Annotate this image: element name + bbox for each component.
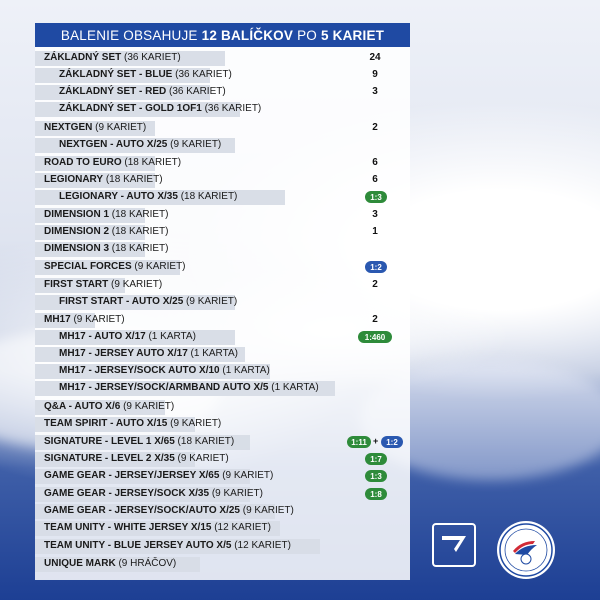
item-label xyxy=(59,296,237,307)
item-name: ZÁKLADNÝ SET xyxy=(44,52,122,63)
item-detail: (18 KARIET) xyxy=(109,243,169,254)
item-detail: (18 KARIET) xyxy=(109,209,169,220)
title-prefix: BALENIE OBSAHUJE xyxy=(60,27,198,43)
list-item xyxy=(35,241,410,258)
odds-badge: 1:3 xyxy=(365,470,387,482)
item-count: 6 xyxy=(372,174,378,185)
item-name: ZÁKLADNÝ SET - RED xyxy=(59,86,167,97)
item-label xyxy=(44,157,181,168)
item-detail: (9 KARIET) xyxy=(70,314,125,325)
list-item xyxy=(35,329,410,346)
item-label xyxy=(59,103,261,114)
item-label xyxy=(44,209,168,220)
item-detail: (18 KARIET) xyxy=(109,226,169,237)
item-label xyxy=(44,174,163,185)
item-detail: (36 KARIET) xyxy=(172,69,232,80)
list-item xyxy=(35,416,410,433)
title-mid: PO xyxy=(297,27,317,43)
list-item xyxy=(35,207,410,224)
item-name: DIMENSION 1 xyxy=(44,209,110,220)
item-detail: (9 KARIET) xyxy=(108,279,163,290)
item-name: NEXTGEN xyxy=(44,122,93,133)
item-detail: (36 KARIET) xyxy=(201,103,262,114)
item-count: 2 xyxy=(372,279,378,290)
item-name: ROAD TO EURO xyxy=(44,157,122,168)
item-detail: (9 KARIET) xyxy=(209,488,263,499)
list-item xyxy=(35,503,410,520)
list-item xyxy=(35,363,410,380)
list-item xyxy=(35,137,410,154)
item-count: 9 xyxy=(372,69,378,80)
item-label xyxy=(59,348,238,359)
list-item xyxy=(35,468,410,485)
list-item xyxy=(35,259,410,276)
odds-badge: 1:2 xyxy=(365,261,387,273)
item-label xyxy=(44,522,271,533)
item-name: GAME GEAR - JERSEY/JERSEY X/65 xyxy=(44,470,220,481)
item-detail: (9 HRÁČOV) xyxy=(115,558,177,569)
item-name: Q&A - AUTO X/6 xyxy=(44,401,121,412)
list-item xyxy=(35,538,410,555)
item-label xyxy=(44,314,125,325)
list-item xyxy=(35,224,410,241)
item-label xyxy=(44,261,186,272)
list-item xyxy=(35,520,410,537)
list-item xyxy=(35,294,410,311)
item-count: 3 xyxy=(372,209,378,220)
item-detail: (9 KARIET) xyxy=(174,453,229,464)
item-label xyxy=(59,139,221,150)
list-item xyxy=(35,312,410,329)
item-detail: (36 KARIET) xyxy=(121,52,181,63)
list-item xyxy=(35,172,410,189)
item-detail: (18 KARIET) xyxy=(177,191,238,202)
item-label xyxy=(44,226,168,237)
item-detail: (9 KARIET) xyxy=(92,122,147,133)
odds-badge: 1:2 xyxy=(381,436,403,448)
item-label xyxy=(44,540,291,551)
item-detail: (9 KARIET) xyxy=(120,401,175,412)
item-label xyxy=(44,401,174,412)
title-count: 12 BALÍČKOV xyxy=(201,27,294,43)
title-per: 5 KARIET xyxy=(321,27,385,43)
odds-badge: 1:7 xyxy=(365,453,387,465)
item-name: MH17 - JERSEY/SOCK/ARMBAND AUTO X/5 xyxy=(59,382,269,393)
item-label xyxy=(44,453,229,464)
list-item xyxy=(35,486,410,503)
item-label xyxy=(44,52,181,63)
list-item xyxy=(35,277,410,294)
list-item xyxy=(35,84,410,101)
item-label xyxy=(59,365,270,376)
item-count: 6 xyxy=(372,157,378,168)
federation-emblem xyxy=(497,521,555,579)
item-count: 1 xyxy=(372,226,378,237)
item-label xyxy=(44,243,168,254)
item-detail: (9 KARIET) xyxy=(131,261,186,272)
item-detail: (1 KARTA) xyxy=(187,348,238,359)
item-label xyxy=(44,488,263,499)
item-detail: (18 KARIET) xyxy=(174,436,235,447)
list-item xyxy=(35,399,410,416)
plus-sign: + xyxy=(373,436,379,446)
item-detail: (18 KARIET) xyxy=(121,157,182,168)
item-name: DIMENSION 3 xyxy=(44,243,110,254)
item-detail: (1 KARTA) xyxy=(268,382,319,393)
item-name: GAME GEAR - JERSEY/SOCK X/35 xyxy=(44,488,210,499)
item-name: DIMENSION 2 xyxy=(44,226,110,237)
item-label xyxy=(44,558,176,569)
item-detail: (12 KARIET) xyxy=(231,540,291,551)
item-detail: (36 KARIET) xyxy=(166,86,226,97)
brand-logo xyxy=(432,523,476,567)
item-count: 3 xyxy=(372,86,378,97)
item-name: FIRST START xyxy=(44,279,109,290)
odds-badge: 1:8 xyxy=(365,488,387,500)
item-count: 2 xyxy=(372,122,378,133)
item-name: UNIQUE MARK xyxy=(44,558,116,569)
item-name: TEAM UNITY - BLUE JERSEY AUTO X/5 xyxy=(44,540,232,551)
item-label xyxy=(44,122,146,133)
item-label xyxy=(59,69,232,80)
item-name: FIRST START - AUTO X/25 xyxy=(59,296,184,307)
item-label xyxy=(59,382,319,393)
item-name: LEGIONARY xyxy=(44,174,104,185)
item-detail: (18 KARIET) xyxy=(103,174,163,185)
item-count: 2 xyxy=(372,314,378,325)
item-detail: (9 KARIET) xyxy=(219,470,274,481)
list-item xyxy=(35,556,410,573)
list-item xyxy=(35,189,410,206)
list-item xyxy=(35,346,410,363)
item-name: SIGNATURE - LEVEL 1 X/65 xyxy=(44,436,175,447)
list-item xyxy=(35,67,410,84)
item-name: MH17 - JERSEY AUTO X/17 xyxy=(59,348,188,359)
item-label xyxy=(59,331,196,342)
item-label xyxy=(44,279,162,290)
item-name: GAME GEAR - JERSEY/SOCK/AUTO X/25 xyxy=(44,505,240,516)
item-label xyxy=(59,191,237,202)
item-name: NEXTGEN - AUTO X/25 xyxy=(59,139,168,150)
odds-badge: 1:460 xyxy=(358,331,392,343)
item-name: MH17 - JERSEY/SOCK AUTO X/10 xyxy=(59,365,220,376)
item-name: TEAM SPIRIT - AUTO X/15 xyxy=(44,418,168,429)
list-item xyxy=(35,434,410,451)
list-item xyxy=(35,50,410,67)
item-detail: (1 KARTA) xyxy=(219,365,270,376)
item-name: MH17 xyxy=(44,314,71,325)
odds-badge: 1:3 xyxy=(365,191,387,203)
list-item xyxy=(35,451,410,468)
item-detail: (9 KARIET) xyxy=(183,296,238,307)
item-label xyxy=(44,418,221,429)
odds-badge: 1:11 xyxy=(347,436,371,448)
item-label xyxy=(44,505,294,516)
item-detail: (1 KARTA) xyxy=(145,331,196,342)
page-title xyxy=(35,23,410,47)
item-name: ZÁKLADNÝ SET - BLUE xyxy=(59,69,173,80)
item-detail: (9 KARIET) xyxy=(239,505,294,516)
item-label xyxy=(59,86,226,97)
item-name: SIGNATURE - LEVEL 2 X/35 xyxy=(44,453,175,464)
item-label xyxy=(44,436,234,447)
list-item xyxy=(35,101,410,118)
item-detail: (9 KARIET) xyxy=(167,418,222,429)
item-name: ZÁKLADNÝ SET - GOLD 1OF1 xyxy=(59,103,202,114)
item-detail: (9 KARIET) xyxy=(167,139,222,150)
item-name: LEGIONARY - AUTO X/35 xyxy=(59,191,178,202)
item-name: TEAM UNITY - WHITE JERSEY X/15 xyxy=(44,522,212,533)
item-count: 24 xyxy=(369,52,381,63)
item-name: SPECIAL FORCES xyxy=(44,261,132,272)
list-item xyxy=(35,155,410,172)
list-item xyxy=(35,120,410,137)
item-label xyxy=(44,470,273,481)
item-detail: (12 KARIET) xyxy=(211,522,271,533)
item-name: MH17 - AUTO X/17 xyxy=(59,331,146,342)
list-item xyxy=(35,380,410,397)
